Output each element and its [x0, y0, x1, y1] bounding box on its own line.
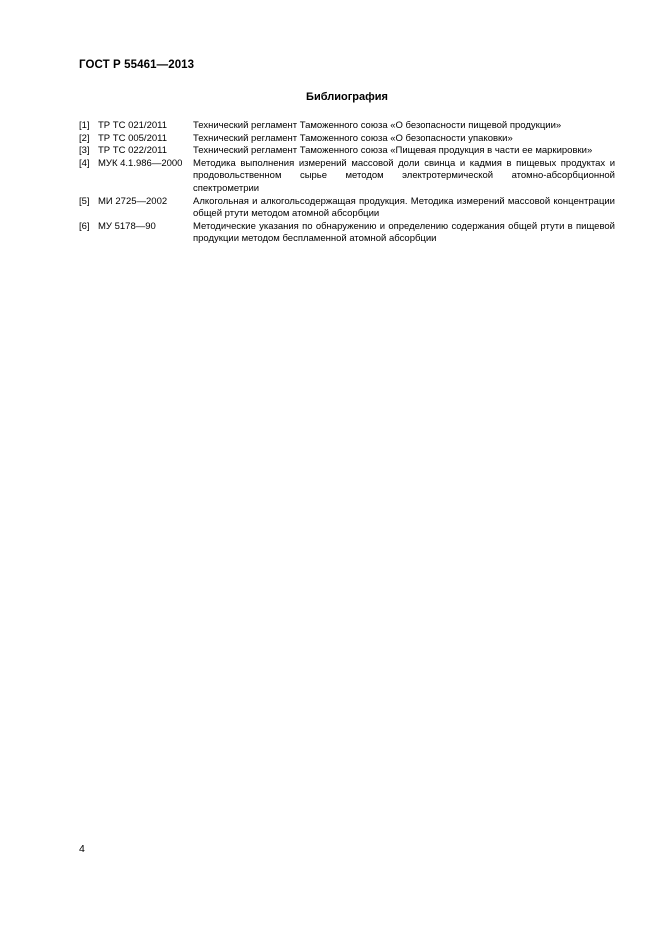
- document-code-header: ГОСТ Р 55461—2013: [79, 59, 195, 71]
- entry-code: МУ 5178—90: [98, 220, 156, 232]
- bibliography-title: Библиография: [306, 91, 388, 103]
- bibliography-entry: [79, 221, 615, 246]
- bibliography-entry: [79, 145, 615, 158]
- entry-text: Алкогольная и алкогольсодержащая продукция. Методика измерений массовой концентрации общей ртути методом атомной абсорбции: [193, 195, 615, 220]
- entry-text: Технический регламент Таможенного союза «Пищевая продукция в части ее маркировки»: [193, 145, 593, 157]
- bibliography-entry: [79, 120, 615, 133]
- entry-code: ТР ТС 005/2011: [98, 132, 168, 144]
- entry-code: ТР ТС 022/2011: [98, 145, 168, 157]
- bibliography-entry: [79, 196, 615, 221]
- entry-code: ТР ТС 021/2011: [98, 120, 168, 131]
- bibliography-entry: [79, 158, 615, 196]
- entry-number: [2]: [79, 132, 90, 144]
- bibliography-list: [79, 120, 615, 246]
- entry-number: [3]: [79, 145, 90, 157]
- entry-text: Методика выполнения измерений массовой доли свинца и кадмия в пищевых продуктах и продовольственном сырье методом электротермической атомно-абсорбционной спектрометрии: [193, 157, 615, 194]
- entry-number: [5]: [79, 195, 90, 207]
- page-number: 4: [79, 843, 85, 855]
- entry-code: МИ 2725—2002: [98, 195, 168, 207]
- entry-text: Методические указания по обнаружению и определению содержания общей ртути в пищевой продукции методом беспламенной атомной абсорбции: [193, 220, 615, 245]
- entry-number: [4]: [79, 157, 90, 169]
- entry-text: Технический регламент Таможенного союза «О безопасности пищевой продукции»: [193, 120, 562, 131]
- entry-code: МУК 4.1.986—2000: [98, 157, 183, 169]
- entry-text: Технический регламент Таможенного союза «О безопасности упаковки»: [193, 132, 513, 144]
- bibliography-entry: [79, 133, 615, 146]
- entry-number: [1]: [79, 120, 90, 131]
- entry-number: [6]: [79, 220, 90, 232]
